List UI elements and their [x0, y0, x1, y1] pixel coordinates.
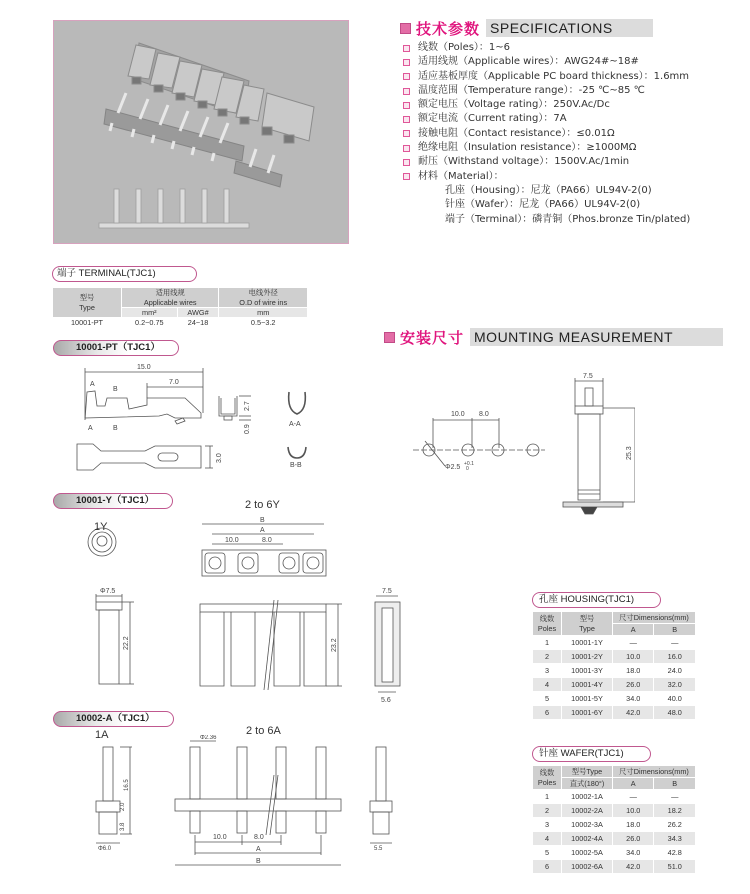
table-cell: —: [654, 636, 696, 650]
table-cell: 10002-2A: [562, 804, 613, 818]
terminal-table: [52, 287, 308, 328]
th-type-en: Type: [79, 303, 95, 312]
title-2-6a: 2 to 6A: [246, 725, 281, 737]
table-cell: 10.0: [613, 804, 654, 818]
housing-drawing: [60, 510, 410, 710]
bullet-icon: [403, 116, 410, 123]
th-b: B: [654, 624, 696, 636]
spec-text: 接触电阻（Contact resistance）：≤0.01Ω: [418, 127, 615, 139]
material-item: 端子（Terminal）：磷青铜（Phos.bronze Tin/plated): [445, 213, 691, 225]
th-a: A: [613, 778, 654, 790]
y-label: 10001-Y（TJC1）: [53, 493, 173, 509]
table-cell: 18.0: [613, 818, 654, 832]
bullet-icon: [403, 173, 410, 180]
dim-length: 15.0: [137, 364, 151, 371]
mark-b-bottom: B: [113, 425, 118, 432]
table-cell: 6: [533, 706, 562, 720]
table-cell: 34.0: [613, 846, 654, 860]
table-cell: 10002-4A: [562, 832, 613, 846]
spec-item: [403, 170, 690, 184]
bullet-icon: [403, 102, 410, 109]
th-wires-en: Applicable wires: [143, 298, 197, 307]
spec-item: [403, 112, 690, 126]
table-cell: 5: [533, 692, 562, 706]
table-cell: 26.0: [613, 832, 654, 846]
table-row: [533, 846, 696, 860]
table-cell: 18.0: [613, 664, 654, 678]
mount-pitch1: 10.0: [451, 411, 465, 418]
table-cell: 10002-3A: [562, 818, 613, 832]
mount-width: 7.5: [583, 373, 593, 380]
spec-title-en: SPECIFICATIONS: [486, 19, 653, 37]
spec-text: 绝缘电阻（Insulation resistance）：≥1000MΩ: [418, 142, 637, 154]
table-cell: 2: [533, 804, 562, 818]
bullet-icon: [403, 88, 410, 95]
side-bottom: 5.6: [381, 697, 391, 704]
table-cell: 40.0: [654, 692, 696, 706]
table-cell: 6: [533, 860, 562, 874]
table-cell: 1: [533, 636, 562, 650]
specifications-list: [403, 41, 690, 227]
th-b: B: [654, 778, 696, 790]
table-cell: 10001-2Y: [562, 650, 613, 664]
mounting-drawing: [405, 368, 635, 518]
th-type-en: 直式(180°): [562, 778, 613, 790]
wafer-table: [532, 765, 696, 874]
th-poles-cn: 线数: [539, 614, 555, 623]
mount-hole-tol-lower: 0: [466, 466, 469, 472]
spec-item: [403, 84, 690, 98]
a-label: 10002-A（TJC1）: [53, 711, 174, 727]
table-cell: 18.2: [654, 804, 696, 818]
a-dim-b: B: [256, 858, 261, 865]
table-cell: 34.0: [613, 692, 654, 706]
table-cell: 10001-1Y: [562, 636, 613, 650]
section-aa: A-A: [289, 421, 301, 428]
terminal-drawing: [55, 358, 355, 480]
spec-item: [403, 141, 690, 155]
th-mm: mm: [219, 308, 308, 318]
th-poles-en: Poles: [537, 624, 557, 633]
th-wires-cn: 适用线规: [155, 288, 185, 297]
table-cell: 1: [533, 790, 562, 804]
table-cell: 26.2: [654, 818, 696, 832]
table-row: [533, 804, 696, 818]
cell-mm2: 0.2~0.75: [122, 318, 178, 328]
table-row: [533, 860, 696, 874]
side-width-a: 5.5: [374, 846, 383, 852]
table-cell: 26.0: [613, 678, 654, 692]
table-cell: —: [654, 790, 696, 804]
dim-a: A: [260, 527, 265, 534]
housing-table: [532, 611, 696, 720]
material-item: 孔座（Housing）：尼龙（PA66）UL94V-2(0): [445, 184, 652, 196]
a-dim-a: A: [256, 846, 261, 853]
th-dims: 尺寸Dimensions(mm): [613, 766, 696, 778]
table-cell: 32.0: [654, 678, 696, 692]
height-1y: 22.2: [123, 636, 130, 650]
table-cell: 24.0: [654, 664, 696, 678]
spec-text: 额定电压（Voltage rating）：250V.Ac/Dc: [418, 99, 610, 111]
housing-label-en: HOUSING(TJC1): [560, 594, 635, 605]
mark-a-top: A: [90, 381, 95, 388]
th-od-cn: 电线外径: [248, 288, 278, 297]
cell-od: 0.5~3.2: [219, 318, 308, 328]
table-row: [533, 790, 696, 804]
dim-width: 3.0: [216, 453, 223, 463]
dia: Φ7.5: [100, 588, 116, 595]
connector-photo-illustration: [54, 21, 348, 243]
mount-hole-tol-upper: +0.1: [464, 461, 474, 467]
table-cell: 51.0: [654, 860, 696, 874]
table-cell: 5: [533, 846, 562, 860]
spec-item: [403, 98, 690, 112]
table-row: [533, 818, 696, 832]
spec-text: 线数（Poles）：1~6: [418, 42, 511, 53]
bullet-square-icon: [384, 332, 395, 343]
table-row: [533, 678, 696, 692]
dim-b: B: [260, 517, 265, 524]
dim-base: 0.9: [244, 424, 251, 434]
table-cell: 34.3: [654, 832, 696, 846]
table-cell: 3: [533, 818, 562, 832]
pin-height: 16.5: [124, 779, 130, 791]
table-cell: —: [613, 636, 654, 650]
th-type-cn: 型号Type: [562, 766, 613, 778]
table-cell: 10001-5Y: [562, 692, 613, 706]
spec-text: 温度范围（Temperature range）：-25 ℃~85 ℃: [418, 84, 645, 96]
table-cell: 10002-5A: [562, 846, 613, 860]
spec-item: [403, 127, 690, 141]
bullet-icon: [403, 45, 410, 52]
table-cell: 42.0: [613, 706, 654, 720]
wafer-label: [532, 746, 651, 762]
table-cell: 10002-1A: [562, 790, 613, 804]
bullet-icon: [403, 59, 410, 66]
spec-item: [403, 41, 690, 55]
table-cell: 10001-6Y: [562, 706, 613, 720]
table-cell: 16.0: [654, 650, 696, 664]
wafer-label-cn: 针座: [539, 748, 559, 759]
spec-item: [403, 55, 690, 69]
mount-hole: Φ2.5: [445, 464, 461, 471]
a-pitch2: 8.0: [254, 834, 264, 841]
side-width: 7.5: [382, 588, 392, 595]
table-row: [533, 650, 696, 664]
table-cell: 2: [533, 650, 562, 664]
tail-height: 3.8: [120, 822, 126, 831]
table-cell: —: [613, 790, 654, 804]
title-1a: 1A: [95, 729, 109, 741]
th-poles-cn: 线数: [539, 768, 555, 777]
th-poles-en: Poles: [537, 778, 557, 787]
th-dims: 尺寸Dimensions(mm): [613, 612, 696, 624]
dim-crimp: 7.0: [169, 379, 179, 386]
mark-a-bottom: A: [88, 425, 93, 432]
spec-text: 适用线规（Applicable wires）：AWG24#~18#: [418, 56, 639, 68]
housing-label-cn: 孔座: [539, 594, 559, 605]
bullet-square-icon: [400, 23, 411, 34]
pin-dia: Φ2.36: [200, 735, 217, 741]
table-cell: 42.8: [654, 846, 696, 860]
mounting-title-cn: 安装尺寸: [400, 328, 465, 347]
base-dia: Φ6.0: [98, 846, 112, 852]
cell-awg: 24~18: [177, 318, 219, 328]
th-a: A: [613, 624, 654, 636]
table-cell: 10001-4Y: [562, 678, 613, 692]
th-od-en: O.D of wire ins: [239, 298, 288, 307]
terminal-label: 端子 TERMINAL(TJC1): [52, 266, 197, 282]
spec-text: 耐压（Withstand voltage）：1500V.Ac/1min: [418, 156, 630, 168]
th-type-cn: 型号: [579, 614, 595, 623]
cell-type: 10001-PT: [53, 318, 122, 328]
mount-pitch2: 8.0: [479, 411, 489, 418]
title-1y: 1Y: [94, 521, 108, 533]
table-row: [53, 318, 308, 328]
wafer-label-en: WAFER(TJC1): [560, 748, 624, 759]
housing-label: [532, 592, 661, 608]
section-bb: B-B: [290, 462, 302, 469]
bullet-icon: [403, 159, 410, 166]
pitch1: 10.0: [225, 537, 239, 544]
table-row: [533, 706, 696, 720]
specifications-heading: [400, 18, 653, 38]
pitch2: 8.0: [262, 537, 272, 544]
table-cell: 10.0: [613, 650, 654, 664]
table-row: [533, 636, 696, 650]
spec-title-cn: 技术参数: [416, 19, 481, 38]
pt-label: 10001-PT（TJC1）: [53, 340, 179, 356]
table-cell: 4: [533, 678, 562, 692]
spec-text: 材料（Material）：: [418, 170, 504, 182]
spec-item: [403, 155, 690, 169]
mounting-heading: [384, 327, 723, 347]
table-row: [533, 692, 696, 706]
bullet-icon: [403, 73, 410, 80]
th-mm2: mm²: [122, 308, 178, 318]
th-type-en: Type: [579, 624, 595, 633]
th-awg: AWG#: [177, 308, 219, 318]
dim-height: 2.7: [244, 401, 251, 411]
spec-text: 额定电流（Current rating）：7A: [418, 113, 567, 125]
wafer-drawing: [80, 735, 420, 875]
flange-height: 2.0: [120, 802, 126, 811]
mount-height: 25.3: [626, 446, 633, 460]
bullet-icon: [403, 130, 410, 137]
title-2-6y-text: 2 to 6Y: [245, 499, 280, 511]
table-row: [533, 832, 696, 846]
spec-item: [403, 70, 690, 84]
product-photo: [53, 20, 349, 244]
table-cell: 3: [533, 664, 562, 678]
table-cell: 42.0: [613, 860, 654, 874]
th-type-cn: 型号: [79, 293, 95, 302]
mounting-title-en: MOUNTING MEASUREMENT: [470, 328, 723, 346]
a-pitch1: 10.0: [213, 834, 227, 841]
table-cell: 10001-3Y: [562, 664, 613, 678]
table-cell: 10002-6A: [562, 860, 613, 874]
mark-b-top: B: [113, 386, 118, 393]
table-cell: 4: [533, 832, 562, 846]
height-multi: 23.2: [331, 638, 338, 652]
table-row: [533, 664, 696, 678]
table-cell: 48.0: [654, 706, 696, 720]
spec-text: 适应基板厚度（Applicable PC board thickness）：1.6mm: [418, 70, 690, 82]
bullet-icon: [403, 145, 410, 152]
material-item: 针座（Wafer）：尼龙（PA66）UL94V-2(0): [445, 199, 641, 211]
